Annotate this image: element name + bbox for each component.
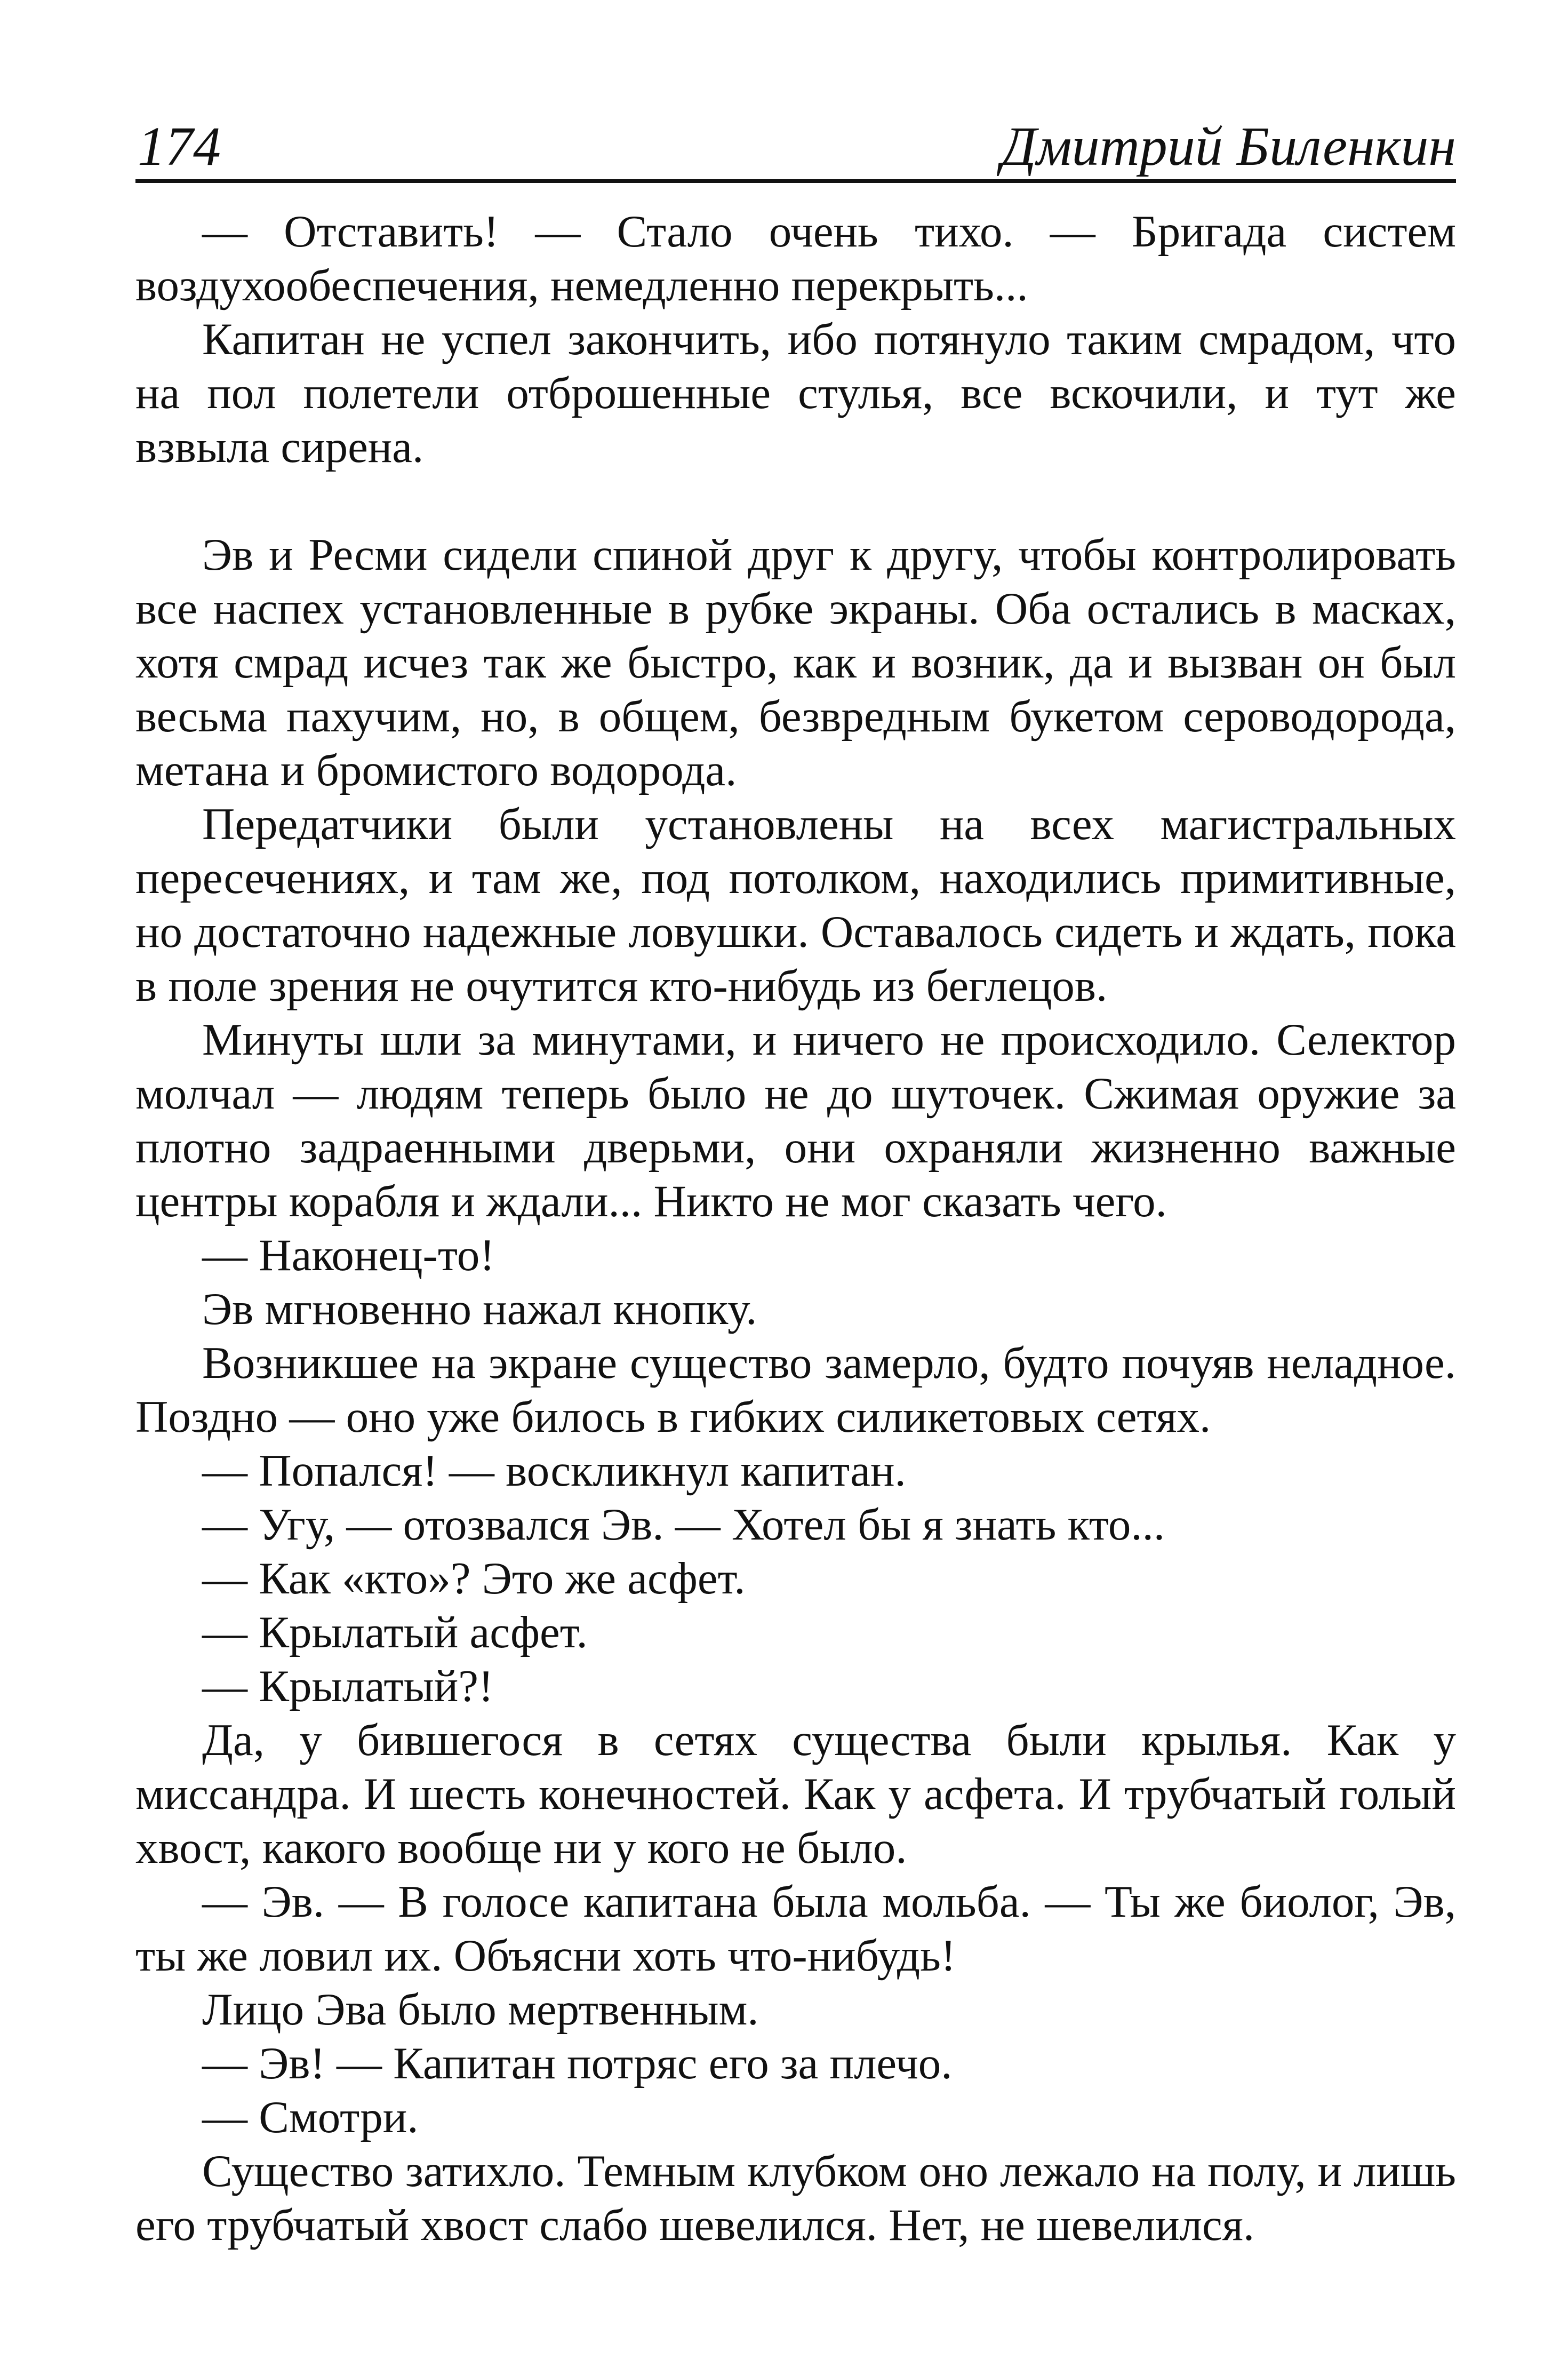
- paragraph: Минуты шли за минутами, и ничего не происходило. Селектор молчал — людям теперь было не до шуточек. Сжимая оружие за плотно задраенными дверьми, они охраняли жизненно важные центры корабля и ждали... Никто не мог сказать чего.: [135, 1015, 1456, 1226]
- paragraph: — Угу, — отозвался Эв. — Хотел бы я знать кто...: [202, 1500, 1165, 1550]
- paragraph: Передатчики были установлены на всех магистральных пересечениях, и там же, под потолком, находились примитивные, но достаточно надежные ловушки. Оставалось сидеть и ждать, пока в поле зрения не очутится кто-нибудь из беглецов.: [135, 799, 1456, 1011]
- page-header: [135, 107, 1456, 176]
- page-number: 174: [138, 116, 221, 177]
- paragraph: — Смотри.: [202, 2092, 419, 2142]
- running-head-author: Дмитрий Биленкин: [1001, 116, 1456, 177]
- paragraph: — Крылатый асфет.: [202, 1607, 588, 1657]
- paragraph: Существо затихло. Темным клубком оно лежало на полу, и лишь его трубчатый хвост слабо шевелился. Нет, не шевелился.: [135, 2146, 1456, 2250]
- body-text: [135, 205, 1456, 2252]
- paragraph: — Отставить! — Стало очень тихо. — Бригада систем воздухообеспечения, немедленно перекрыть...: [135, 206, 1456, 310]
- paragraph: Эв мгновенно нажал кнопку.: [202, 1284, 757, 1334]
- section-break: [135, 474, 1456, 528]
- paragraph: — Как «кто»? Это же асфет.: [202, 1553, 746, 1604]
- paragraph: — Эв. — В голосе капитана была мольба. — Ты же биолог, Эв, ты же ловил их. Объясни хоть что-нибудь!: [135, 1877, 1456, 1981]
- paragraph: Капитан не успел закончить, ибо потянуло таким смрадом, что на пол полетели отброшенные стулья, все вскочили, и тут же взвыла сирена.: [135, 314, 1456, 472]
- header-rule: [135, 179, 1456, 183]
- paragraph: Эв и Ресми сидели спиной друг к другу, чтобы контролировать все наспех установленные в рубке экраны. Оба остались в масках, хотя смрад исчез так же быстро, как и возник, да и вызван он был весьма пахучим, но, в общем, безвредным букетом сероводорода, метана и бромистого водорода.: [135, 530, 1456, 795]
- paragraph: Лицо Эва было мертвенным.: [202, 1984, 759, 2035]
- paragraph: Возникшее на экране существо замерло, будто почуяв неладное. Поздно — оно уже билось в гибких силикетовых сетях.: [135, 1338, 1456, 1442]
- paragraph: — Крылатый?!: [202, 1661, 494, 1711]
- paragraph: Да, у бившегося в сетях существа были крылья. Как у миссандра. И шесть конечностей. Как у асфета. И трубчатый голый хвост, какого вообще ни у кого не было.: [135, 1715, 1456, 1873]
- paragraph: — Попался! — воскликнул капитан.: [202, 1446, 906, 1496]
- paragraph: — Наконец-то!: [202, 1230, 495, 1280]
- paragraph: — Эв! — Капитан потряс его за плечо.: [202, 2038, 953, 2088]
